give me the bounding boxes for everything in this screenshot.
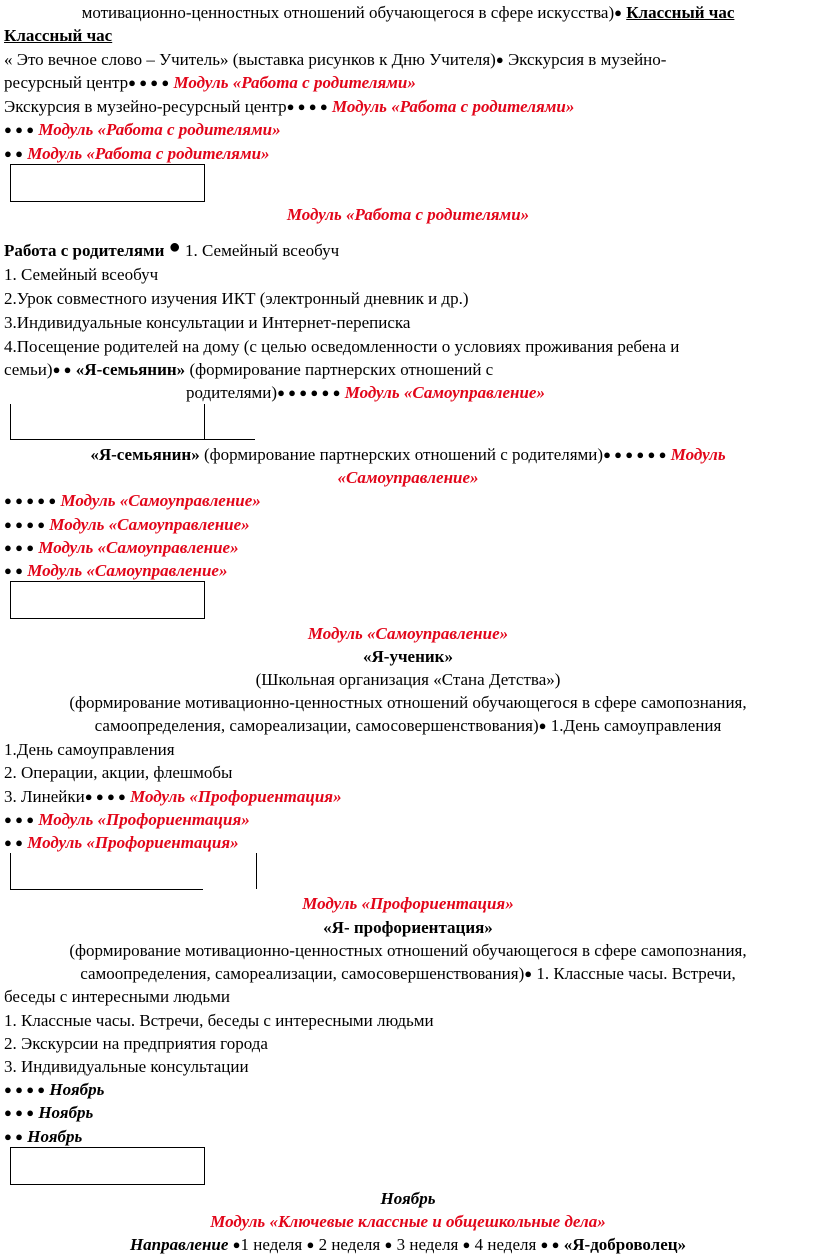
list-item: 1. Классные часы. Встречи, беседы с интересными людьми [4, 1011, 434, 1030]
text-line [4, 1079, 816, 1102]
list-item: 3.Индивидуальные консультации и Интернет-переписка [4, 313, 411, 332]
bullet-icon: ● ● ● ● [128, 75, 170, 90]
text-line [0, 1234, 816, 1257]
bullet-icon: ● ● ● ● [84, 789, 126, 804]
empty-cell-box [10, 1147, 205, 1185]
module-label: Модуль «Работа с родителями» [327, 97, 575, 116]
module-label: Модуль [666, 445, 726, 464]
table-line [256, 853, 257, 889]
week-label: 3 неделя [392, 1235, 463, 1254]
body-text: 3. Линейки [4, 787, 85, 806]
week-label: 2 неделя [314, 1235, 385, 1254]
table-line [203, 439, 255, 440]
bullet-icon: ● [168, 236, 181, 258]
list-item: 1.День самоуправления [4, 740, 175, 759]
bullet-icon: ● ● ● [4, 1105, 35, 1120]
empty-cell-box [10, 404, 205, 440]
list-item: 1. Семейный всеобуч [4, 265, 159, 284]
body-text: 1. Классные часы. Встречи, [532, 964, 736, 983]
bullet-icon: ● ● ● [4, 540, 35, 555]
text-line [4, 1102, 816, 1125]
section-heading-key-events: Модуль «Ключевые классные и общешкольные дела» [210, 1212, 606, 1231]
body-text: 1.День самоуправления [546, 716, 722, 735]
bullet-icon: ● ● ● ● [4, 517, 46, 532]
body-text: 1. Семейный всеобуч [180, 241, 340, 260]
class-hour-heading: Классный час [626, 3, 735, 22]
bullet-icon: ● [538, 718, 547, 733]
body-text: беседы с интересными людьми [4, 987, 230, 1006]
direction-label: Направление [129, 1235, 233, 1254]
bullet-icon: ● [524, 966, 533, 981]
text-line [4, 560, 816, 583]
body-text: Экскурсия в музейно- [503, 50, 667, 69]
module-label: Модуль «Самоуправление» [45, 515, 250, 534]
bullet-icon: ● [495, 52, 504, 67]
list-item: 2. Экскурсии на предприятия города [4, 1034, 268, 1053]
table-line [10, 853, 11, 889]
module-label: «Самоуправление» [337, 468, 479, 487]
body-text: « Это вечное слово – Учитель» (выставка рисунков к Дню Учителя) [4, 50, 496, 69]
text-line [4, 1126, 816, 1149]
bullet-icon: ● ● [4, 1129, 23, 1144]
bullet-icon: ● ● [540, 1237, 560, 1252]
module-label: Модуль «Самоуправление» [56, 491, 261, 510]
list-item: 3. Индивидуальные консультации [4, 1057, 249, 1076]
class-hour-heading: Классный час [4, 26, 113, 45]
body-text: мотивационно-ценностных отношений обучающегося в сфере искусства) [81, 3, 615, 22]
body-text: родителями) [186, 383, 278, 402]
body-text: (формирование партнерских отношений с родителями) [199, 445, 604, 464]
section-heading-self-government: Модуль «Самоуправление» [307, 624, 509, 643]
week-label: 4 неделя [470, 1235, 541, 1254]
text-line [0, 2, 816, 25]
module-label: Модуль «Профориентация» [125, 787, 342, 806]
bullet-icon: ● ● [4, 563, 23, 578]
body-text: (формирование мотивационно-ценностных отношений обучающегося в сфере самопознания, [69, 693, 747, 712]
subsection-heading: «Я- профориентация» [323, 918, 493, 937]
module-label: Модуль «Работа с родителями» [169, 73, 416, 92]
bullet-icon: ● [306, 1237, 315, 1252]
bullet-icon: ● ● ● ● ● ● [277, 385, 341, 400]
bullet-icon: ● [614, 5, 622, 20]
empty-cell-box [10, 164, 205, 202]
body-text: семьи) [4, 360, 53, 379]
text-line [4, 786, 816, 809]
bullet-icon: ● ● ● ● [286, 99, 328, 114]
bold-text: «Я-семьянин» [90, 445, 200, 464]
text-line [4, 25, 816, 47]
text-line [0, 444, 816, 467]
text-line [4, 119, 816, 142]
text-line [4, 143, 816, 166]
bullet-icon: ● ● ● ● [4, 1082, 46, 1097]
body-text: самоопределения, самореализации, самосовершенствования) [94, 716, 539, 735]
body-text: (формирование мотивационно-ценностных отношений обучающегося в сфере самопознания, [69, 941, 747, 960]
text-line [4, 72, 816, 95]
empty-cell-box [10, 581, 205, 619]
module-label: Модуль «Самоуправление» [34, 538, 239, 557]
text-line [4, 96, 816, 119]
text-line [186, 382, 816, 405]
month-heading: Ноябрь [380, 1189, 436, 1208]
module-label: Модуль «Самоуправление» [22, 561, 228, 580]
bold-text: «Я-семьянин» [71, 360, 186, 379]
module-label: Модуль «Профориентация» [22, 833, 239, 852]
section-heading-parents: Модуль «Работа с родителями» [286, 205, 530, 224]
bullet-icon: ● ● ● [4, 122, 35, 137]
bullet-icon: ● [462, 1237, 471, 1252]
module-label: Модуль «Профориентация» [34, 810, 250, 829]
text-line [4, 236, 816, 262]
bullet-icon: ● ● ● [4, 812, 35, 827]
subsection-heading: «Я-ученик» [363, 647, 453, 666]
table-line [10, 889, 203, 890]
text-line [4, 537, 816, 560]
text-line [4, 832, 816, 855]
text-line [0, 715, 816, 738]
text-line [4, 809, 816, 832]
month-label: Ноябрь [45, 1080, 105, 1099]
list-item: 2. Операции, акции, флешмобы [4, 763, 233, 782]
bold-text: «Я-доброволец» [559, 1235, 687, 1254]
bullet-icon: ● ● ● ● ● [4, 493, 57, 508]
parents-heading: Работа с родителями [4, 241, 165, 260]
body-text: Экскурсия в музейно-ресурсный центр [4, 97, 287, 116]
body-text: самоопределения, самореализации, самосовершенствования) [80, 964, 525, 983]
module-label: Модуль «Самоуправление» [340, 383, 545, 402]
text-line [4, 359, 816, 382]
body-text: (Школьная организация «Стана Детства») [255, 670, 561, 689]
bullet-icon: ● [384, 1237, 393, 1252]
bullet-icon: ● [232, 1237, 241, 1252]
module-label: Модуль «Работа с родителями» [34, 120, 281, 139]
list-item: 2.Урок совместного изучения ИКТ (электронный дневник и др.) [4, 289, 469, 308]
module-label: Модуль «Работа с родителями» [22, 144, 270, 163]
text-line [4, 514, 816, 537]
text-line [4, 490, 816, 513]
bullet-icon: ● ● [4, 835, 23, 850]
list-item: 4.Посещение родителей на дому (с целью осведомленности о условиях проживания ребена и [4, 337, 680, 356]
bullet-icon: ● ● [52, 362, 72, 377]
body-text: ресурсный центр [4, 73, 129, 92]
week-label: 1 неделя [240, 1235, 307, 1254]
month-label: Ноябрь [34, 1103, 94, 1122]
section-heading-career: Модуль «Профориентация» [302, 894, 514, 913]
month-label: Ноябрь [22, 1127, 83, 1146]
text-line [4, 49, 816, 72]
body-text: (формирование партнерских отношений с [185, 360, 494, 379]
text-line [0, 963, 816, 986]
bullet-icon: ● ● [4, 146, 23, 161]
bullet-icon: ● ● ● ● ● ● [603, 447, 667, 462]
